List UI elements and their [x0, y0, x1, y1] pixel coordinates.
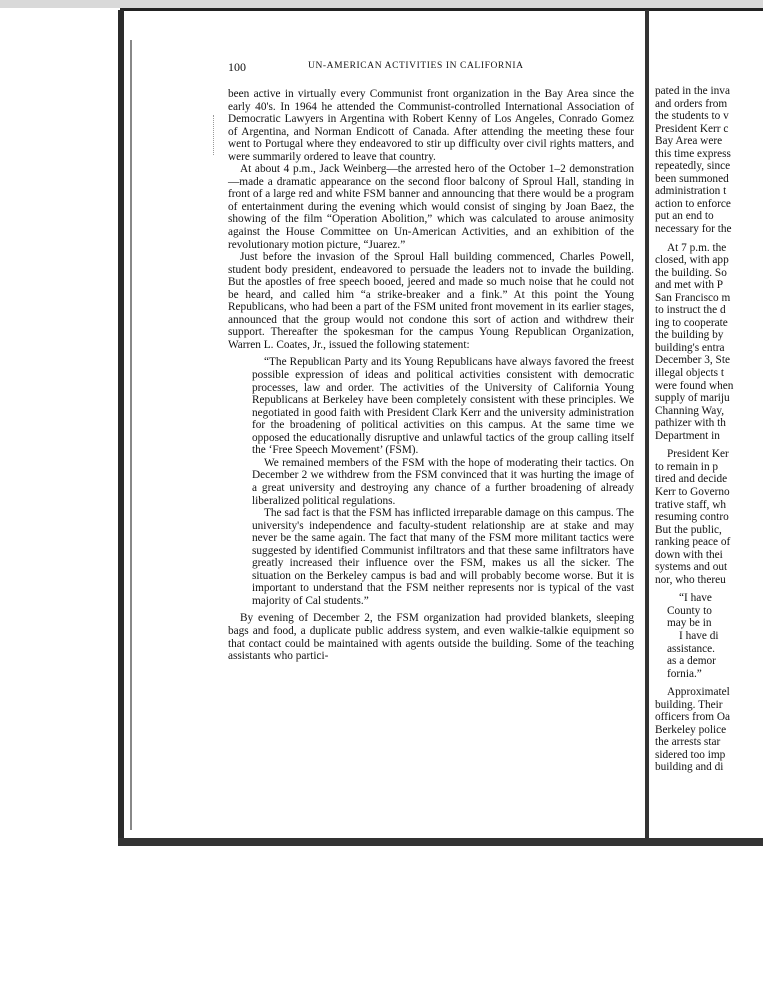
quote-paragraph-1: “The Republican Party and its Young Republicans have always favored the freest possible expression of ideas and political activities consistent with democratic processes, law and order. The activities of the University of California Young Republicans at Berkeley have been completely consistent with these principles. We negotiated in good faith with President Clark Kerr and the university administration for the broadening of political activities on this campus. At the same time we opposed the educationally disruptive and unlawful tactics of the group calling itself the ‘Free Speech Movement’ (FSM). [252, 356, 634, 457]
right-column-line: pathizer with th [655, 417, 726, 430]
right-column-line: San Francisco m [655, 291, 731, 304]
right-column-line: I have di [679, 629, 719, 642]
right-column-line: ing to cooperate [655, 316, 728, 329]
right-column-line: resuming contro [655, 511, 729, 524]
right-column-line: Channing Way, [655, 404, 725, 417]
right-column-line: repeatedly, since [655, 160, 731, 173]
right-column-line: December 3, Ste [655, 354, 730, 367]
book-bottom-edge [118, 838, 763, 846]
right-column-line: were found when [655, 379, 734, 392]
right-column-line: President Ker [667, 448, 729, 461]
book-spine-edge [118, 10, 124, 842]
right-column-line: down with thei [655, 548, 723, 561]
right-column-line: the students to v [655, 110, 729, 123]
left-page [228, 60, 634, 663]
right-column-line: closed, with app [655, 254, 729, 267]
paragraph-december-2: By evening of December 2, the FSM organization had provided blankets, sleeping bags and food, a duplicate public address system, and even walkie-talkie equipment so that contact could be maintained with agents outside the building. Some of the teaching assistants who partici- [228, 612, 634, 663]
right-column-line: building's entra [655, 341, 725, 354]
right-column-line: supply of mariju [655, 392, 730, 405]
margin-mark [213, 115, 216, 155]
page-body [228, 88, 634, 663]
right-column-line: and met with P [655, 279, 724, 292]
running-title: UN-AMERICAN ACTIVITIES IN CALIFORNIA [308, 61, 524, 71]
book-top-edge [120, 8, 763, 11]
right-column-line: to remain in p [655, 460, 719, 473]
right-column-line: fornia.” [667, 667, 702, 680]
page-stack-edge [130, 40, 132, 830]
right-column-line: put an end to [655, 210, 714, 223]
right-column-line: action to enforce [655, 197, 731, 210]
right-column-line: nor, who thereu [655, 573, 726, 586]
right-column-line: the building. So [655, 266, 727, 279]
right-column-line: tired and decide [655, 473, 728, 486]
paragraph-weinberg: At about 4 p.m., Jack Weinberg—the arrested hero of the October 1–2 demonstration—made a dramatic appearance on the second floor balcony of Sproul Hall, standing in front of a large red and white FSM banner and announcing that there would be a program of entertainment during the evening which would consist of singing by Joan Baez, the showing of the film “Operation Abolition,” which was calculated to arouse animosity against the House Committee on Un-American Activities, and an exhibition of the revolutionary motion picture, “Juarez.” [228, 163, 634, 251]
right-column-line: President Kerr c [655, 122, 729, 135]
paragraph-powell: Just before the invasion of the Sproul Hall building commenced, Charles Powell, student body president, endeavored to persuade the leaders not to invade the building. But the apostles of free speech booed, jeered and made so much noise that he could not be heard, and called him “a strike-breaker and a fink.” At this point the Young Republicans, who had been a part of the FSM united front movement in its earlier stages, announced that the group would not condone this sort of action and withdrew their support. Thereafter the spokesman for the campus Young Republican Organization, Warren L. Coates, Jr., issued the following statement: [228, 251, 634, 351]
right-column-line: pated in the inva [655, 85, 730, 97]
right-column-line: Approximatel [667, 686, 730, 699]
right-column-line: necessary for the [655, 223, 732, 236]
right-column-line: Department in [655, 429, 720, 442]
right-column-line: At 7 p.m. the [667, 241, 727, 254]
right-column-line: building. Their [655, 698, 723, 711]
right-column-line: illegal objects t [655, 367, 725, 380]
right-column-line: administration t [655, 185, 727, 198]
right-column-line: Kerr to Governo [655, 485, 730, 498]
right-column-line: trative staff, wh [655, 498, 727, 511]
right-column-line: Berkeley police [655, 723, 727, 736]
right-column-line: as a demor [667, 655, 716, 668]
scan-top-border [0, 0, 763, 8]
scan-bed [0, 846, 763, 990]
page-number: 100 [228, 60, 246, 74]
right-column-line: sidered too imp [655, 748, 726, 761]
right-column-line: Bay Area were [655, 135, 723, 148]
right-column-line: may be in [667, 617, 712, 630]
right-column-line: been summoned [655, 172, 729, 185]
page-gutter-fold [645, 10, 649, 840]
young-republicans-statement [252, 356, 634, 607]
quote-paragraph-2: We remained members of the FSM with the hope of moderating their tactics. On December 2 we withdrew from the FSM convinced that it was hurting the image of a great university and destroying any chance of a further broadening of already liberalized political regulations. [252, 456, 634, 507]
right-column-line: the arrests star [655, 736, 721, 749]
right-column-line: and orders from [655, 97, 728, 110]
right-column-line: to instruct the d [655, 304, 726, 317]
right-column-line: ranking peace of [655, 536, 731, 549]
right-column-line: County to [667, 604, 712, 617]
right-column-line: the building by [655, 329, 724, 342]
paragraph-continued: been active in virtually every Communist front organization in the Bay Area since the early 40's. In 1964 he attended the Communist-controlled International Association of Democratic Lawyers in Argentina with Robert Kenny of Los Angeles, Conrado Gomez of Argentina, and Norman Endicott of Canada. After attending the meeting these four went to Portugal where they endeavored to stir up difficulty over civil rights matters, and were summarily ordered to leave that country. [228, 88, 634, 163]
right-column-line: this time express [655, 147, 731, 160]
right-column-line: building and di [655, 761, 724, 774]
right-column-line: But the public, [655, 523, 722, 536]
right-column-line: assistance. [667, 642, 715, 655]
quote-paragraph-3: The sad fact is that the FSM has inflicted irreparable damage on this campus. The university's independence and faculty-student relationship are at stake and may never be the same again. The fact that many of the FSM more militant tactics were suggested by identified Communist infiltrators and that these same infiltrators have greatly increased their influence over the FSM, makes us all the sicker. The situation on the Berkeley campus is bad and will probably become worse. But it is important to understand that the FSM neither represents nor is typical of the vast majority of Cal students.” [252, 507, 634, 607]
right-column-line: “I have [679, 592, 712, 605]
right-column-line: officers from Oa [655, 711, 731, 724]
page-header [228, 60, 634, 74]
right-column-line: systems and out [655, 561, 728, 574]
right-page-fragment [655, 85, 763, 774]
